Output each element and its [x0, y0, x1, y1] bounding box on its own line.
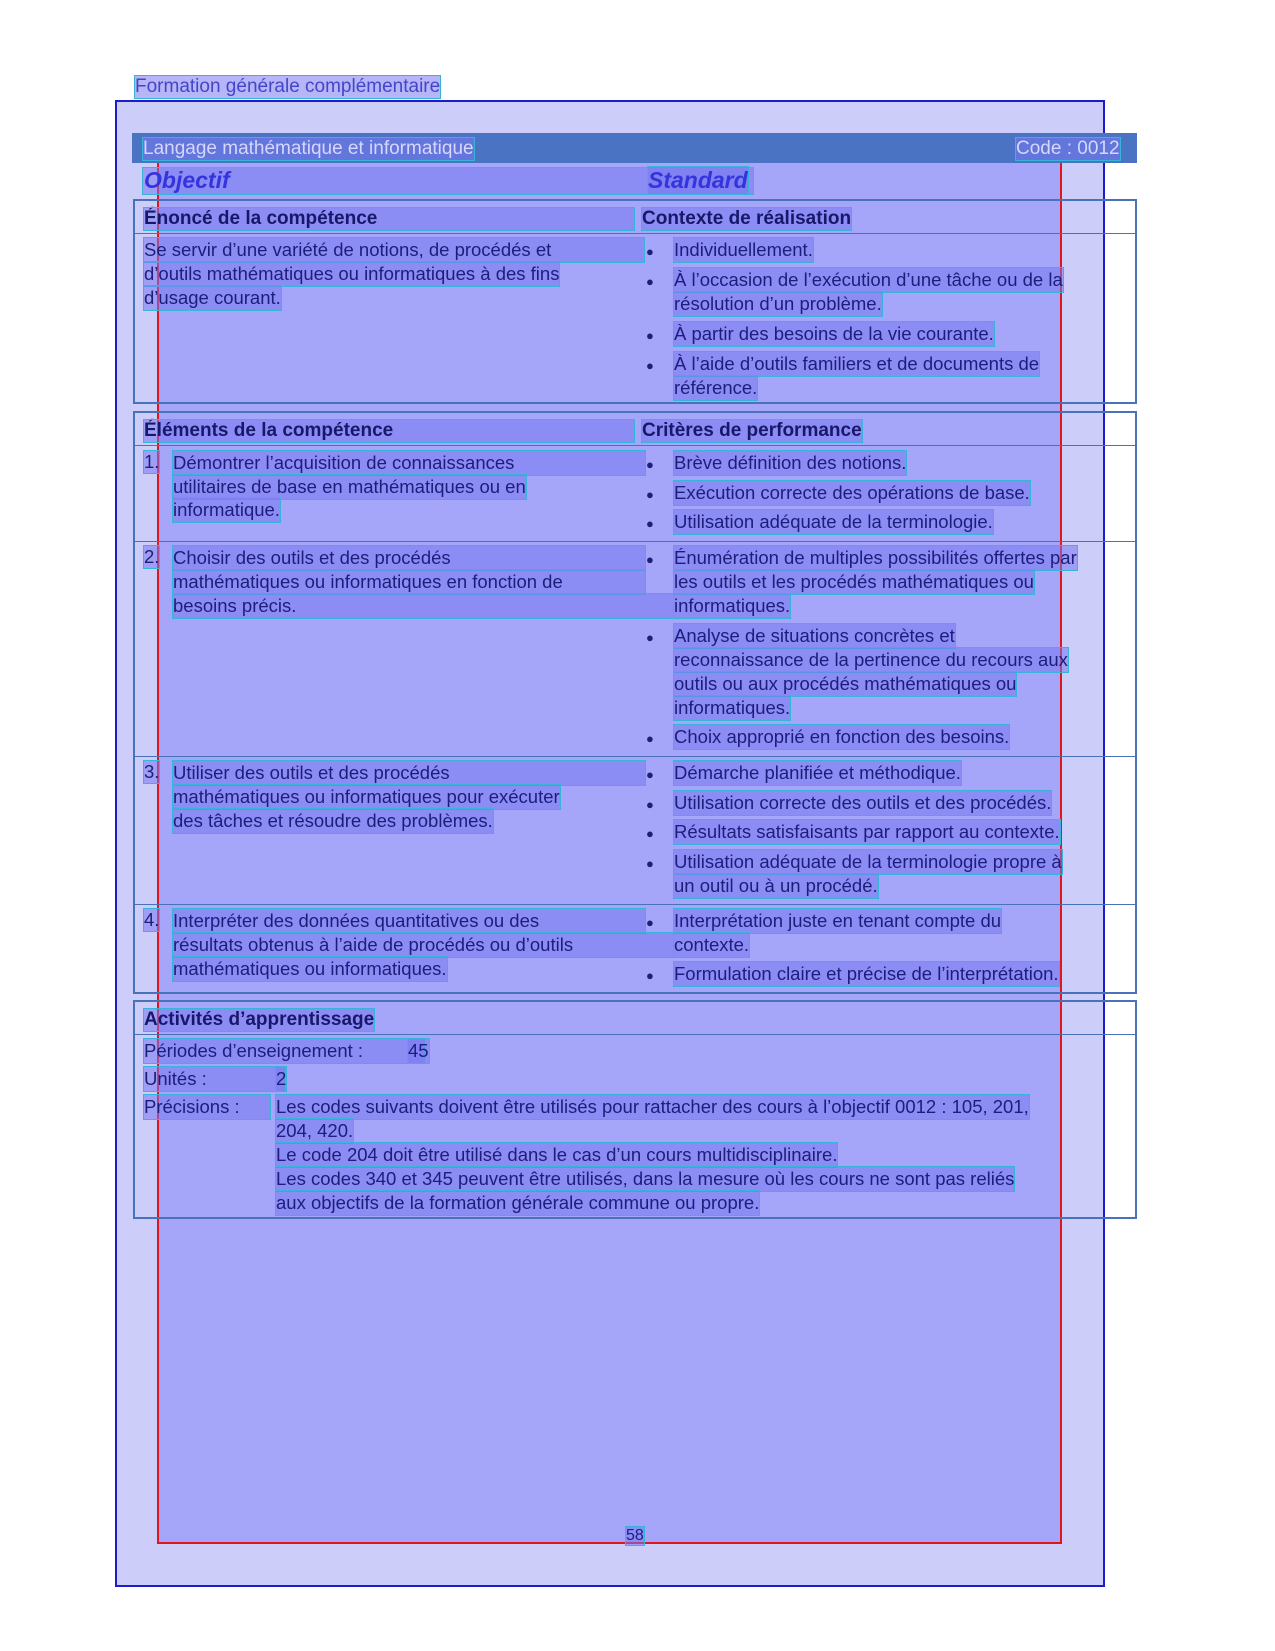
bullet-icon: ●: [646, 274, 654, 289]
periods-value: 45: [408, 1040, 429, 1061]
bullet-icon: ●: [646, 328, 654, 343]
element-text: des tâches et résoudre des problèmes.: [173, 810, 493, 831]
bullet-icon: ●: [646, 552, 654, 567]
context-item: À partir des besoins de la vie courante.: [674, 323, 994, 344]
element-text: mathématiques ou informatiques.: [173, 958, 447, 979]
criterion: reconnaissance de la pertinence du recours aux: [674, 649, 1068, 670]
precision-line: aux objectifs de la formation générale commune ou propre.: [276, 1192, 760, 1213]
criterion: Utilisation adéquate de la terminologie.: [674, 511, 993, 532]
bullet-icon: ●: [646, 457, 654, 472]
bullet-icon: ●: [646, 856, 654, 871]
context-item: À l’aide d’outils familiers et de documents de: [674, 353, 1040, 374]
statement-line: Se servir d’une variété de notions, de procédés et: [144, 238, 644, 262]
element-text: Utiliser des outils et des procédés: [173, 761, 645, 785]
element-text: mathématiques ou informatiques pour exécuter: [173, 786, 560, 807]
criterion: contexte.: [674, 934, 750, 955]
criterion: Utilisation adéquate de la terminologie propre à: [674, 851, 1062, 872]
element-text: utilitaires de base en mathématiques ou en: [173, 476, 526, 497]
element-text: Interpréter des données quantitatives ou des: [173, 909, 645, 933]
criterion: un outil ou à un procédé.: [674, 875, 878, 896]
element-number: 3.: [144, 761, 160, 782]
activities-header: Activités d’apprentissage: [144, 1009, 375, 1030]
bullet-icon: ●: [646, 516, 654, 531]
elements-header: Éléments de la compétence: [144, 420, 634, 442]
precision-line: Le code 204 doit être utilisé dans le cas d’un cours multidisciplinaire.: [276, 1144, 838, 1165]
context-header: Contexte de réalisation: [642, 208, 852, 229]
element-number: 2.: [144, 546, 160, 567]
criterion: informatiques.: [674, 697, 791, 718]
criterion: les outils et les procédés mathématiques ou: [674, 571, 1034, 592]
criterion: informatiques.: [674, 595, 791, 616]
bullet-icon: ●: [646, 630, 654, 645]
context-item: résolution d’un problème.: [674, 293, 882, 314]
criterion: Brève définition des notions.: [674, 452, 907, 473]
bullet-icon: ●: [646, 826, 654, 841]
running-head: Formation générale complémentaire: [135, 76, 441, 97]
element-number: 1.: [144, 451, 160, 472]
criterion: Résultats satisfaisants par rapport au contexte.: [674, 821, 1060, 842]
criterion: Choix approprié en fonction des besoins.: [674, 726, 1010, 747]
precisions-label: Précisions :: [144, 1095, 270, 1119]
criterion: Démarche planifiée et méthodique.: [674, 762, 961, 783]
standard-label: Standard: [648, 167, 748, 193]
criterion: Formulation claire et précise de l’interprétation.: [674, 963, 1059, 984]
units-value: 2: [276, 1068, 287, 1089]
course-title: Langage mathématique et informatique: [143, 138, 474, 159]
precision-line: Les codes 340 et 345 peuvent être utilisés, dans la mesure où les cours ne sont pas reliés: [276, 1168, 1015, 1189]
criteria-header: Critères de performance: [642, 420, 862, 441]
bullet-icon: ●: [646, 731, 654, 746]
criterion: Analyse de situations concrètes et: [674, 625, 955, 646]
element-text: mathématiques ou informatiques en fonction de: [173, 570, 645, 594]
objectif-label: Objectif: [144, 167, 230, 193]
statement-line: d’usage courant.: [144, 287, 281, 308]
bullet-icon: ●: [646, 244, 654, 259]
bullet-icon: ●: [646, 968, 654, 983]
bullet-icon: ●: [646, 797, 654, 812]
element-number: 4.: [144, 909, 160, 930]
criterion: Énumération de multiples possibilités offertes par: [674, 547, 1077, 568]
criterion: Utilisation correcte des outils et des procédés.: [674, 792, 1052, 813]
criterion: Exécution correcte des opérations de base.: [674, 482, 1030, 503]
bullet-icon: ●: [646, 915, 654, 930]
precision-line: Les codes suivants doivent être utilisés pour rattacher des cours à l’objectif 0012 : 105, 201,: [276, 1096, 1029, 1117]
bullet-icon: ●: [646, 487, 654, 502]
element-text: Démontrer l’acquisition de connaissances: [173, 451, 645, 475]
element-text: besoins précis.: [173, 594, 673, 618]
context-item: référence.: [674, 377, 758, 398]
precision-line: 204, 420.: [276, 1120, 354, 1141]
statement-line: d’outils mathématiques ou informatiques à des fins: [144, 263, 560, 284]
criterion: outils ou aux procédés mathématiques ou: [674, 673, 1017, 694]
course-code: Code : 0012: [1016, 138, 1120, 159]
context-item: Individuellement.: [674, 239, 813, 260]
element-text: Choisir des outils et des procédés: [173, 546, 645, 570]
bullet-icon: ●: [646, 767, 654, 782]
periods-label: Périodes d’enseignement :: [144, 1039, 424, 1063]
bullet-icon: ●: [646, 358, 654, 373]
page-number: 58: [626, 1527, 644, 1544]
element-text: informatique.: [173, 499, 280, 520]
units-label: Unités :: [144, 1067, 284, 1091]
element-text: résultats obtenus à l’aide de procédés ou d’outils: [173, 933, 673, 957]
context-item: À l’occasion de l’exécution d’une tâche ou de la: [674, 269, 1063, 290]
competence-header: Énoncé de la compétence: [144, 208, 634, 230]
criterion: Interprétation juste en tenant compte du: [674, 910, 1002, 931]
